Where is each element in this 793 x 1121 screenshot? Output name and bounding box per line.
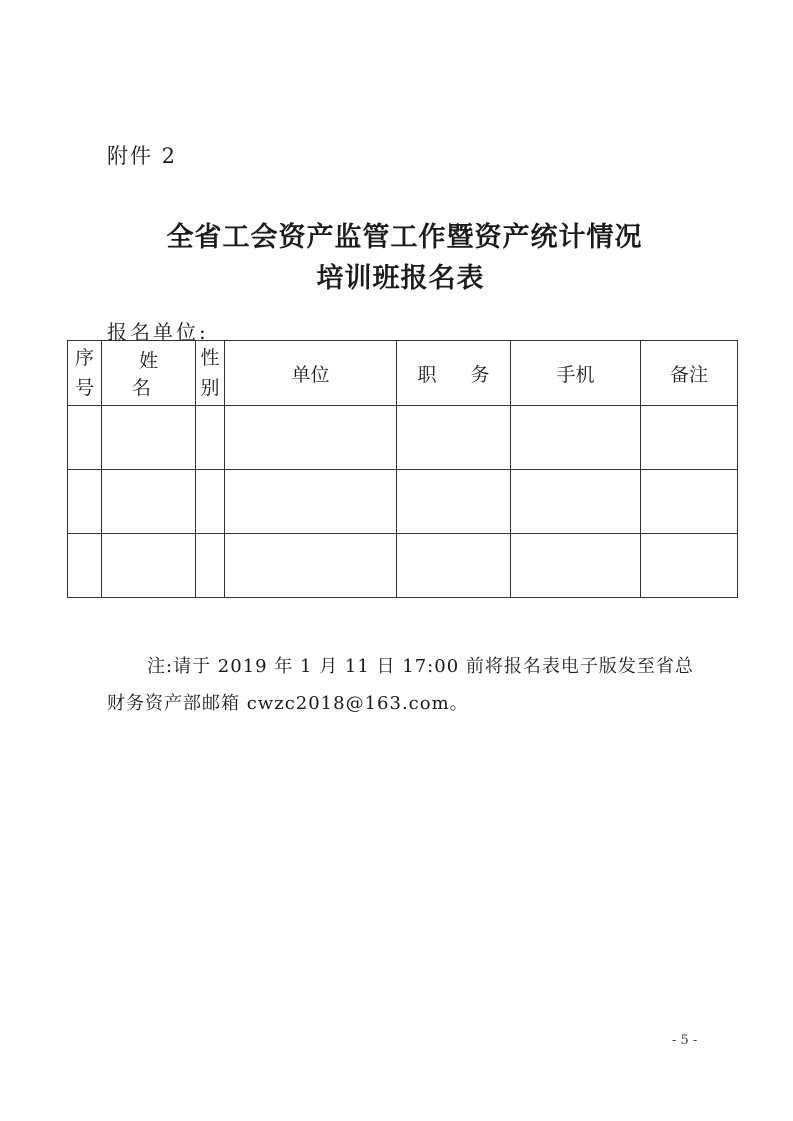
cell-remarks[interactable] xyxy=(641,470,738,534)
cell-unit[interactable] xyxy=(225,534,397,598)
attachment-label: 附件 2 xyxy=(107,144,178,168)
registration-unit-label: 报名单位: xyxy=(107,320,209,344)
page-number: - 5 - xyxy=(672,1033,698,1048)
cell-gender[interactable] xyxy=(196,470,225,534)
header-mobile: 手机 xyxy=(511,341,641,406)
document-title-line-1: 全省工会资产监管工作暨资产统计情况 xyxy=(166,222,643,253)
cell-gender[interactable] xyxy=(196,534,225,598)
header-remarks: 备注 xyxy=(641,341,738,406)
cell-name[interactable] xyxy=(102,406,196,470)
cell-serial-number[interactable] xyxy=(68,406,102,470)
cell-unit[interactable] xyxy=(225,406,397,470)
note-line-1: 注:请于 2019 年 1 月 11 日 17:00 前将报名表电子版发至省总 xyxy=(147,656,694,677)
cell-position[interactable] xyxy=(397,406,511,470)
cell-gender[interactable] xyxy=(196,406,225,470)
cell-mobile[interactable] xyxy=(511,406,641,470)
cell-remarks[interactable] xyxy=(641,406,738,470)
registration-table xyxy=(67,340,738,598)
cell-serial-number[interactable] xyxy=(68,470,102,534)
header-name: 姓 名 xyxy=(102,341,196,406)
cell-position[interactable] xyxy=(397,534,511,598)
header-gender: 性别 xyxy=(196,341,225,406)
table-header-row xyxy=(68,341,738,406)
cell-serial-number[interactable] xyxy=(68,534,102,598)
cell-name[interactable] xyxy=(102,470,196,534)
table-row xyxy=(68,406,738,470)
cell-remarks[interactable] xyxy=(641,534,738,598)
header-serial-number: 序号 xyxy=(68,341,102,406)
header-unit: 单位 xyxy=(225,341,397,406)
submission-note xyxy=(107,648,717,722)
cell-mobile[interactable] xyxy=(511,534,641,598)
cell-position[interactable] xyxy=(397,470,511,534)
header-position: 职 务 xyxy=(397,341,511,406)
cell-unit[interactable] xyxy=(225,470,397,534)
table-row xyxy=(68,470,738,534)
note-line-2: 财务资产部邮箱 cwzc2018@163.com。 xyxy=(107,693,469,714)
cell-mobile[interactable] xyxy=(511,470,641,534)
document-title-line-2: 培训班报名表 xyxy=(316,263,485,294)
cell-name[interactable] xyxy=(102,534,196,598)
table-row xyxy=(68,534,738,598)
